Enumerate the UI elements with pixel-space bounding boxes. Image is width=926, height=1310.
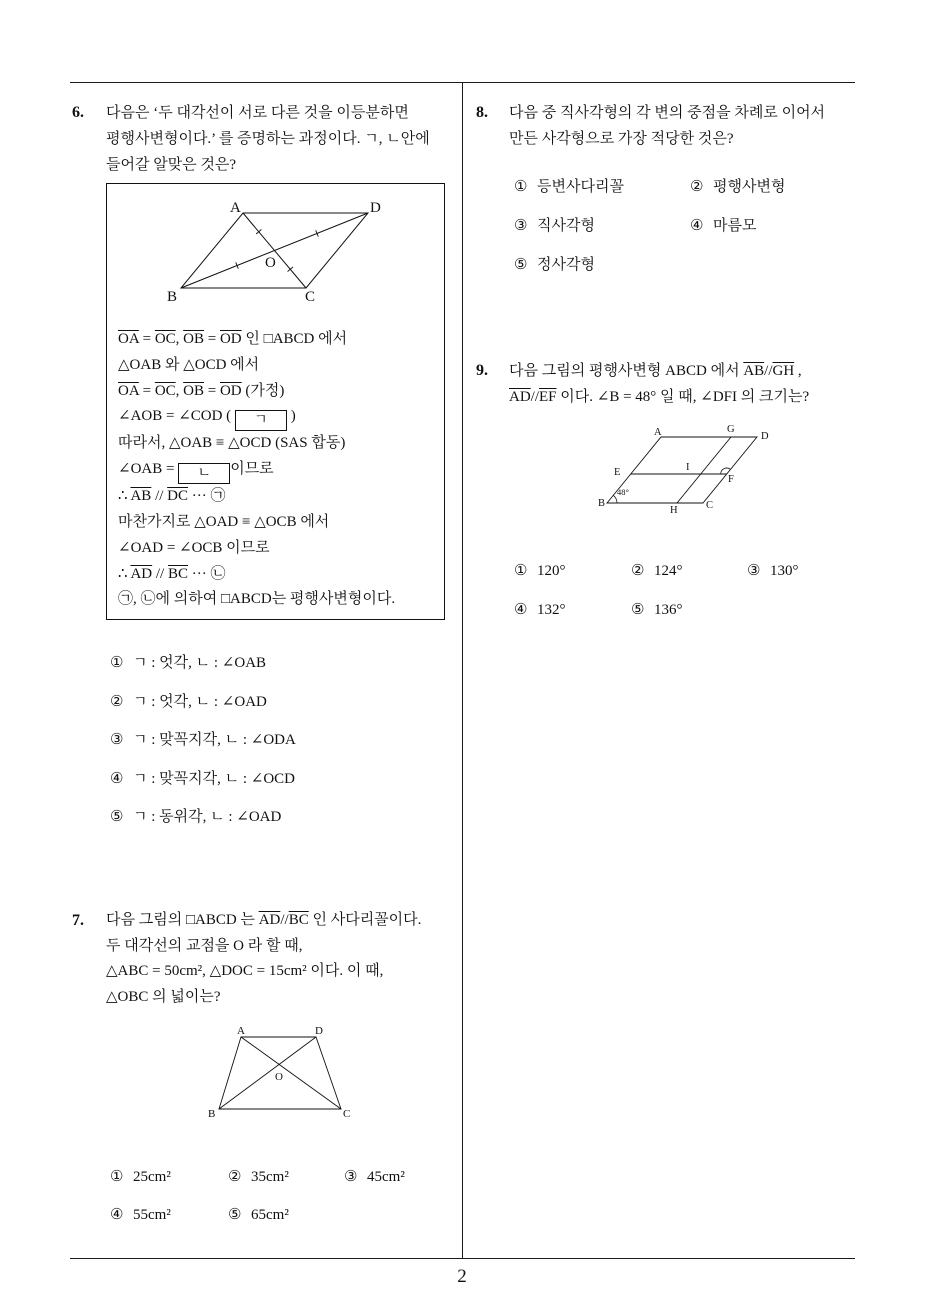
text-run: = bbox=[138, 382, 155, 399]
answer-option bbox=[110, 798, 296, 837]
option-text: ㄱ : 동위각, ㄴ : ∠OAD bbox=[133, 809, 282, 825]
stem-line bbox=[509, 100, 825, 126]
answer-option bbox=[514, 591, 631, 630]
answer-blank-box: ㄱ bbox=[235, 410, 287, 431]
stem-line bbox=[106, 908, 421, 934]
vertex-label-c: C bbox=[305, 289, 316, 305]
option-text: 평행사변형 bbox=[713, 178, 786, 195]
segment-notation: $\overline{OD}$ bbox=[219, 382, 242, 399]
answer-option bbox=[228, 1196, 344, 1234]
stem-line bbox=[106, 152, 430, 178]
parallelogram-abcd-figure bbox=[592, 420, 772, 516]
segment-notation: $\overline{OA}$ bbox=[118, 331, 139, 347]
answer-option bbox=[228, 1158, 344, 1196]
text-run: ∠OAD = ∠OCB 이므로 bbox=[118, 539, 270, 556]
option-text: ㄱ : 맞꼭지각, ㄴ : ∠ODA bbox=[133, 732, 296, 748]
proof-line bbox=[118, 327, 395, 353]
option-number: ④ bbox=[110, 770, 124, 787]
option-number: ③ bbox=[344, 1169, 358, 1185]
proof-line bbox=[118, 484, 395, 510]
text-run: 들어갈 알맞은 것은? bbox=[106, 157, 237, 173]
question-7-stem bbox=[106, 908, 421, 1011]
vertex-label-d: D bbox=[761, 431, 769, 442]
vertex-label-b: B bbox=[167, 289, 178, 305]
option-number: ④ bbox=[110, 1207, 124, 1223]
question-number-6: 6. bbox=[72, 104, 84, 121]
option-text: ㄱ : 엇각, ㄴ : ∠OAD bbox=[133, 693, 267, 710]
text-run: △ABC = 50cm², △DOC = 15cm² 이다. 이 때, bbox=[106, 963, 384, 980]
question-8-stem bbox=[509, 100, 825, 152]
option-text: 35cm² bbox=[251, 1169, 289, 1185]
option-number: ① bbox=[110, 655, 124, 671]
answer-option bbox=[690, 207, 756, 246]
answer-option bbox=[344, 1158, 444, 1196]
text-run: ) bbox=[286, 408, 296, 425]
answer-option bbox=[514, 168, 690, 207]
proof-line bbox=[118, 536, 395, 562]
text-run: , bbox=[175, 382, 184, 399]
segment-notation: $\overline{OC}$ bbox=[154, 331, 176, 347]
vertex-label-b: B bbox=[208, 1108, 216, 1120]
option-text: 45cm² bbox=[367, 1169, 405, 1185]
option-text: 124° bbox=[654, 562, 683, 579]
question-6-options bbox=[110, 644, 296, 837]
proof-line bbox=[118, 431, 395, 457]
text-run: ∴ bbox=[118, 565, 131, 582]
option-number: ⑤ bbox=[631, 601, 645, 618]
vertex-label-c: C bbox=[343, 1108, 351, 1120]
bottom-rule bbox=[70, 1258, 855, 1259]
segment-notation: $\overline{OB}$ bbox=[183, 382, 204, 399]
option-number: ② bbox=[110, 693, 124, 710]
vertex-label-c: C bbox=[706, 500, 714, 511]
option-number: ① bbox=[110, 1169, 124, 1185]
option-row bbox=[514, 591, 799, 630]
parallelogram-outline bbox=[607, 437, 757, 503]
text-run: ··· ㉡ bbox=[188, 565, 226, 582]
text-run: // bbox=[530, 389, 540, 405]
vertex-label-d: D bbox=[370, 200, 381, 216]
option-text: 직사각형 bbox=[537, 217, 595, 234]
option-number: ③ bbox=[514, 217, 528, 234]
option-row bbox=[514, 246, 785, 285]
stem-line bbox=[106, 100, 430, 126]
option-number: ① bbox=[514, 178, 528, 195]
answer-option bbox=[514, 207, 690, 246]
text-run: = bbox=[204, 382, 220, 399]
parallelogram-figure bbox=[160, 192, 390, 306]
text-run: 다음 그림의 평행사변형 ABCD 에서 bbox=[509, 363, 744, 379]
answer-option bbox=[514, 552, 631, 591]
answer-option bbox=[110, 721, 296, 760]
text-run: 평행사변형이다.’ 를 증명하는 과정이다. ㄱ, ㄴ안에 bbox=[106, 131, 430, 147]
option-number: ② bbox=[228, 1169, 242, 1185]
option-row bbox=[110, 1158, 444, 1196]
text-run: 인 사다리꼴이다. bbox=[308, 912, 422, 928]
answer-option bbox=[110, 1196, 228, 1234]
text-run: , bbox=[794, 363, 802, 379]
segment-notation: $\overline{OB}$ bbox=[183, 331, 204, 347]
vertex-label-d: D bbox=[315, 1025, 323, 1037]
text-run: // bbox=[280, 912, 289, 928]
option-number: ③ bbox=[110, 732, 124, 748]
proof-line bbox=[118, 562, 395, 588]
point-label-i: I bbox=[686, 462, 690, 473]
text-run: ∠AOB = ∠COD ( bbox=[118, 408, 235, 425]
text-run: ∠OAB = bbox=[118, 461, 179, 478]
stem-line bbox=[509, 126, 825, 152]
diagonal-bd bbox=[181, 213, 368, 288]
vertex-label-a: A bbox=[237, 1025, 245, 1037]
proof-line bbox=[118, 510, 395, 536]
answer-option bbox=[631, 552, 747, 591]
answer-option bbox=[110, 1158, 228, 1196]
segment-notation: $\overline{AD}$ bbox=[258, 912, 281, 928]
text-run: 이므로 bbox=[230, 461, 274, 478]
option-number: ④ bbox=[690, 217, 704, 234]
text-run: // bbox=[151, 488, 168, 505]
text-run: // bbox=[764, 363, 773, 379]
point-label-g: G bbox=[727, 424, 735, 435]
text-run: = bbox=[204, 331, 220, 347]
answer-option bbox=[110, 760, 296, 799]
option-text: 120° bbox=[537, 562, 566, 579]
question-9-stem bbox=[509, 358, 809, 410]
option-number: ① bbox=[514, 562, 528, 579]
option-number: ⑤ bbox=[110, 809, 124, 825]
text-run: (가정) bbox=[241, 382, 285, 399]
column-divider bbox=[462, 82, 463, 1258]
text-run: // bbox=[152, 565, 168, 582]
question-8-options bbox=[514, 168, 785, 285]
proof-steps bbox=[118, 327, 395, 613]
option-text: 130° bbox=[770, 562, 799, 579]
text-run: = bbox=[138, 331, 155, 347]
point-label-h: H bbox=[670, 505, 678, 516]
text-run: △OBC 의 넓이는? bbox=[106, 989, 221, 1006]
answer-option bbox=[110, 644, 296, 683]
stem-line bbox=[106, 126, 430, 152]
question-7-options bbox=[110, 1158, 444, 1234]
question-number-7: 7. bbox=[72, 912, 84, 929]
page-number: 2 bbox=[457, 1266, 467, 1287]
option-row bbox=[514, 552, 799, 591]
text-run: ㉠, ㉡에 의하여 □ABCD는 평행사변형이다. bbox=[118, 591, 396, 608]
proof-line bbox=[118, 457, 395, 484]
text-run: ∴ bbox=[118, 488, 131, 505]
stem-line bbox=[509, 384, 809, 410]
option-number: ② bbox=[631, 562, 645, 579]
stem-line bbox=[106, 934, 421, 960]
segment-notation: $\overline{OD}$ bbox=[219, 331, 242, 347]
segment-notation: $\overline{DC}$ bbox=[167, 488, 188, 505]
stem-line bbox=[106, 985, 421, 1011]
option-text: 136° bbox=[654, 601, 683, 618]
text-run: 다음 중 직사각형의 각 변의 중점을 차례로 이어서 bbox=[509, 105, 826, 121]
option-text: 마름모 bbox=[713, 217, 757, 234]
option-text: 25cm² bbox=[133, 1169, 171, 1185]
proof-line bbox=[118, 587, 395, 613]
vertex-label-o: O bbox=[265, 255, 276, 271]
answer-option bbox=[110, 683, 296, 722]
option-text: 55cm² bbox=[133, 1207, 171, 1223]
vertex-label-a: A bbox=[230, 200, 241, 216]
vertex-label-a: A bbox=[654, 427, 662, 438]
segment-notation: $\overline{EF}$ bbox=[539, 389, 557, 405]
vertex-label-b: B bbox=[598, 498, 606, 509]
option-text: 등변사다리꼴 bbox=[537, 178, 624, 195]
vertex-label-o: O bbox=[275, 1071, 283, 1083]
answer-option bbox=[747, 552, 799, 591]
option-number: ③ bbox=[747, 562, 761, 579]
option-number: ④ bbox=[514, 601, 528, 618]
option-text: ㄱ : 엇각, ㄴ : ∠OAB bbox=[133, 655, 267, 671]
text-run: 만든 사각형으로 가장 적당한 것은? bbox=[509, 131, 734, 147]
segment-notation: $\overline{BC}$ bbox=[167, 565, 188, 582]
question-number-9: 9. bbox=[476, 362, 488, 379]
answer-option bbox=[514, 246, 595, 285]
segment-notation: $\overline{OC}$ bbox=[154, 382, 176, 399]
diagonal-db bbox=[219, 1037, 316, 1109]
question-6-stem bbox=[106, 100, 430, 178]
text-run: 마찬가지로 △OAD ≡ △OCB 에서 bbox=[118, 513, 330, 530]
text-run: 따라서, △OAB ≡ △OCD (SAS 합동) bbox=[118, 435, 346, 452]
stem-line bbox=[509, 358, 809, 384]
segment-notation: $\overline{AB}$ bbox=[130, 488, 152, 505]
segment-notation: $\overline{AD}$ bbox=[509, 389, 531, 405]
option-text: 65cm² bbox=[251, 1207, 289, 1223]
segment-notation: $\overline{AD}$ bbox=[130, 565, 153, 582]
option-row bbox=[514, 168, 785, 207]
answer-option bbox=[631, 591, 683, 630]
option-number: ② bbox=[690, 178, 704, 195]
option-row bbox=[514, 207, 785, 246]
text-run: 이다. ∠B = 48° 일 때, ∠DFI 의 크기는? bbox=[556, 389, 810, 405]
option-number: ⑤ bbox=[514, 256, 528, 273]
text-run: 인 □ABCD 에서 bbox=[241, 331, 348, 347]
answer-option bbox=[690, 168, 785, 207]
text-run: △OAB 와 △OCD 에서 bbox=[118, 356, 260, 373]
trapezoid-figure bbox=[200, 1020, 360, 1124]
proof-line bbox=[118, 353, 395, 379]
text-run: 두 대각선의 교점을 O 라 할 때, bbox=[106, 937, 303, 954]
option-number: ⑤ bbox=[228, 1207, 242, 1223]
point-label-e: E bbox=[614, 467, 621, 478]
point-label-f: F bbox=[728, 474, 734, 485]
text-run: 다음 그림의 □ABCD 는 bbox=[106, 912, 259, 928]
text-run: 다음은 ‘두 대각선이 서로 다른 것을 이등분하면 bbox=[106, 105, 409, 121]
stem-line bbox=[106, 959, 421, 985]
option-text: 132° bbox=[537, 601, 566, 618]
question-number-8: 8. bbox=[476, 104, 488, 121]
segment-notation: $\overline{AB}$ bbox=[743, 363, 765, 379]
segment-notation: $\overline{OA}$ bbox=[118, 382, 139, 399]
segment-notation: $\overline{GH}$ bbox=[772, 363, 795, 379]
text-run: , bbox=[175, 331, 184, 347]
diagonal-ac bbox=[241, 1037, 341, 1109]
angle-b-label: 48° bbox=[617, 487, 629, 497]
proof-line bbox=[118, 379, 395, 405]
proof-line bbox=[118, 404, 395, 431]
option-text: 정사각형 bbox=[537, 256, 595, 273]
segment-notation: $\overline{BC}$ bbox=[288, 912, 309, 928]
option-row bbox=[110, 1196, 444, 1234]
option-text: ㄱ : 맞꼭지각, ㄴ : ∠OCD bbox=[133, 770, 296, 787]
answer-blank-box: ㄴ bbox=[178, 463, 230, 484]
question-9-options bbox=[514, 552, 799, 630]
text-run: ··· ㉠ bbox=[188, 488, 226, 505]
